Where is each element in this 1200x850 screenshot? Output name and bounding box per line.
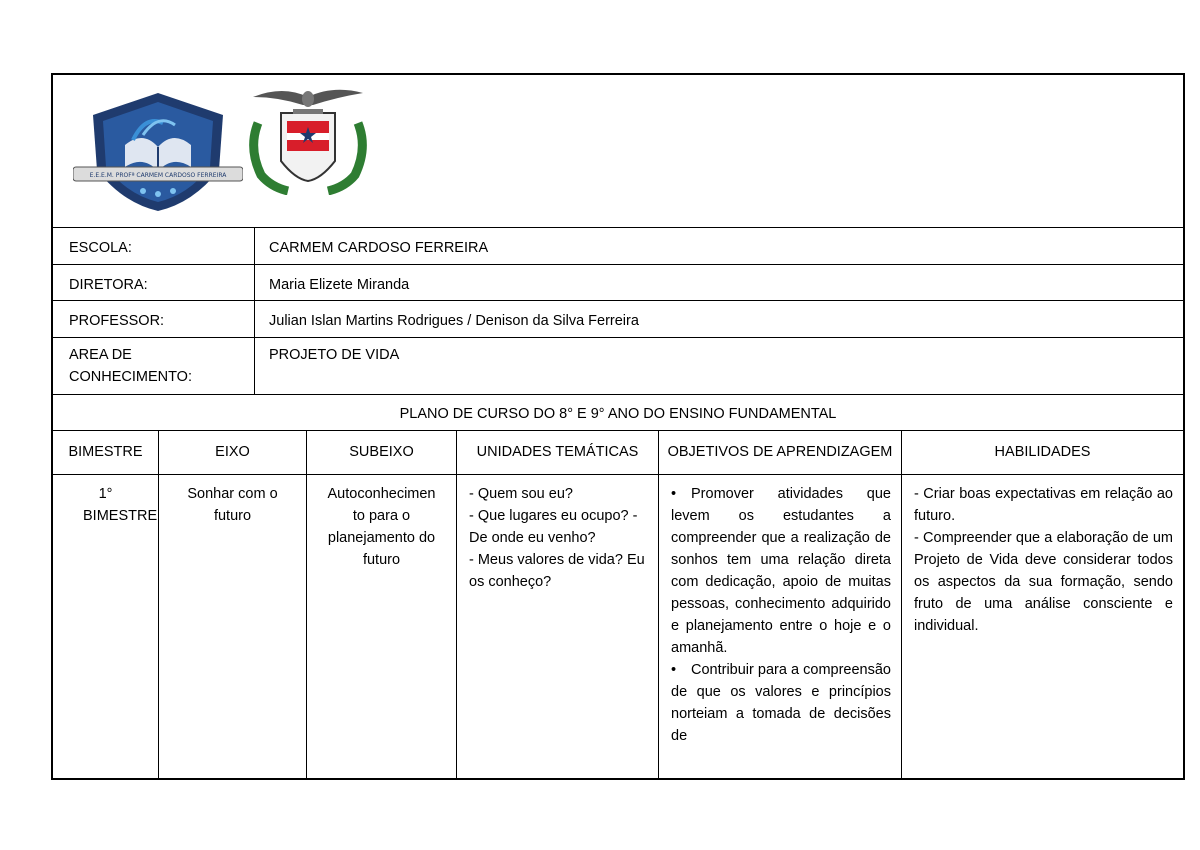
header-objetivos: OBJETIVOS DE APRENDIZAGEM xyxy=(659,431,902,474)
director-row xyxy=(53,265,1183,301)
habilidade-item: - Compreender que a elaboração de um Projeto de Vida deve considerar todos os aspectos da sua formação, sendo fruto de uma análise consciente e individual. xyxy=(914,530,1173,634)
objetivo-item xyxy=(671,483,891,659)
table-row xyxy=(53,475,1183,778)
header-eixo: EIXO xyxy=(159,431,307,474)
area-label-line-1: AREA DE xyxy=(69,347,132,363)
unidade-item: - Que lugares eu ocupo? - De onde eu venho? xyxy=(469,508,638,546)
column-header-row xyxy=(53,431,1183,475)
area-value: PROJETO DE VIDA xyxy=(269,347,400,363)
school-shield-logo xyxy=(73,85,243,215)
school-label: ESCOLA: xyxy=(53,228,255,264)
objetivos-cell xyxy=(659,475,902,778)
subeixo-cell: Autoconhecimen to para o planejamento do futuro xyxy=(307,475,457,778)
habilidade-item: - Criar boas expectativas em relação ao futuro. xyxy=(914,486,1173,524)
objetivo-text: Contribuir para a compreensão de que os valores e princípios norteiam a tomada de decisões de xyxy=(671,662,891,744)
school-logo-text: E.E.E.M. PROFª CARMEM CARDOSO FERREIRA xyxy=(89,172,227,179)
unidade-item: - Meus valores de vida? Eu os conheço? xyxy=(469,552,645,590)
para-coat-of-arms-icon xyxy=(243,83,373,195)
area-label-line-2: CONHECIMENTO: xyxy=(69,369,192,385)
area-row xyxy=(53,338,1183,395)
area-label xyxy=(53,338,255,394)
teacher-label: PROFESSOR: xyxy=(53,301,255,337)
bimestre-number: 1° xyxy=(98,486,113,502)
bullet-icon: • xyxy=(671,662,677,678)
bimestre-cell xyxy=(53,475,159,778)
habilidades-cell xyxy=(902,475,1183,778)
eixo-cell: Sonhar com o futuro xyxy=(159,475,307,778)
school-value: CARMEM CARDOSO FERREIRA xyxy=(269,240,489,256)
unidade-item: - Quem sou eu? xyxy=(469,486,573,502)
course-plan-table xyxy=(51,73,1185,780)
director-value: Maria Elizete Miranda xyxy=(269,277,410,293)
header-bimestre: BIMESTRE xyxy=(53,431,159,474)
unidades-cell xyxy=(457,475,659,778)
bimestre-word: BIMESTRE xyxy=(83,508,158,524)
header-subeixo: SUBEIXO xyxy=(307,431,457,474)
plan-title-row xyxy=(53,395,1183,431)
teacher-row xyxy=(53,301,1183,338)
teacher-value: Julian Islan Martins Rodrigues / Denison da Silva Ferreira xyxy=(269,313,639,329)
objetivo-item xyxy=(671,659,891,747)
header-habilidades: HABILIDADES xyxy=(994,444,1091,460)
plan-title: PLANO DE CURSO DO 8° E 9° ANO DO ENSINO FUNDAMENTAL xyxy=(399,406,837,422)
logo-row xyxy=(53,75,1183,228)
bullet-icon: • xyxy=(671,486,677,502)
objetivo-text: Promover atividades que levem os estudantes a compreender que a realização de sonhos tem uma relação direta com dedicação, apoio de muitas pessoas, conhecimento adquirido e planejamento entre o hoje e o amanhã. xyxy=(671,486,891,656)
header-unidades: UNIDADES TEMÁTICAS xyxy=(457,431,659,474)
school-row xyxy=(53,228,1183,265)
director-label: DIRETORA: xyxy=(53,265,255,300)
